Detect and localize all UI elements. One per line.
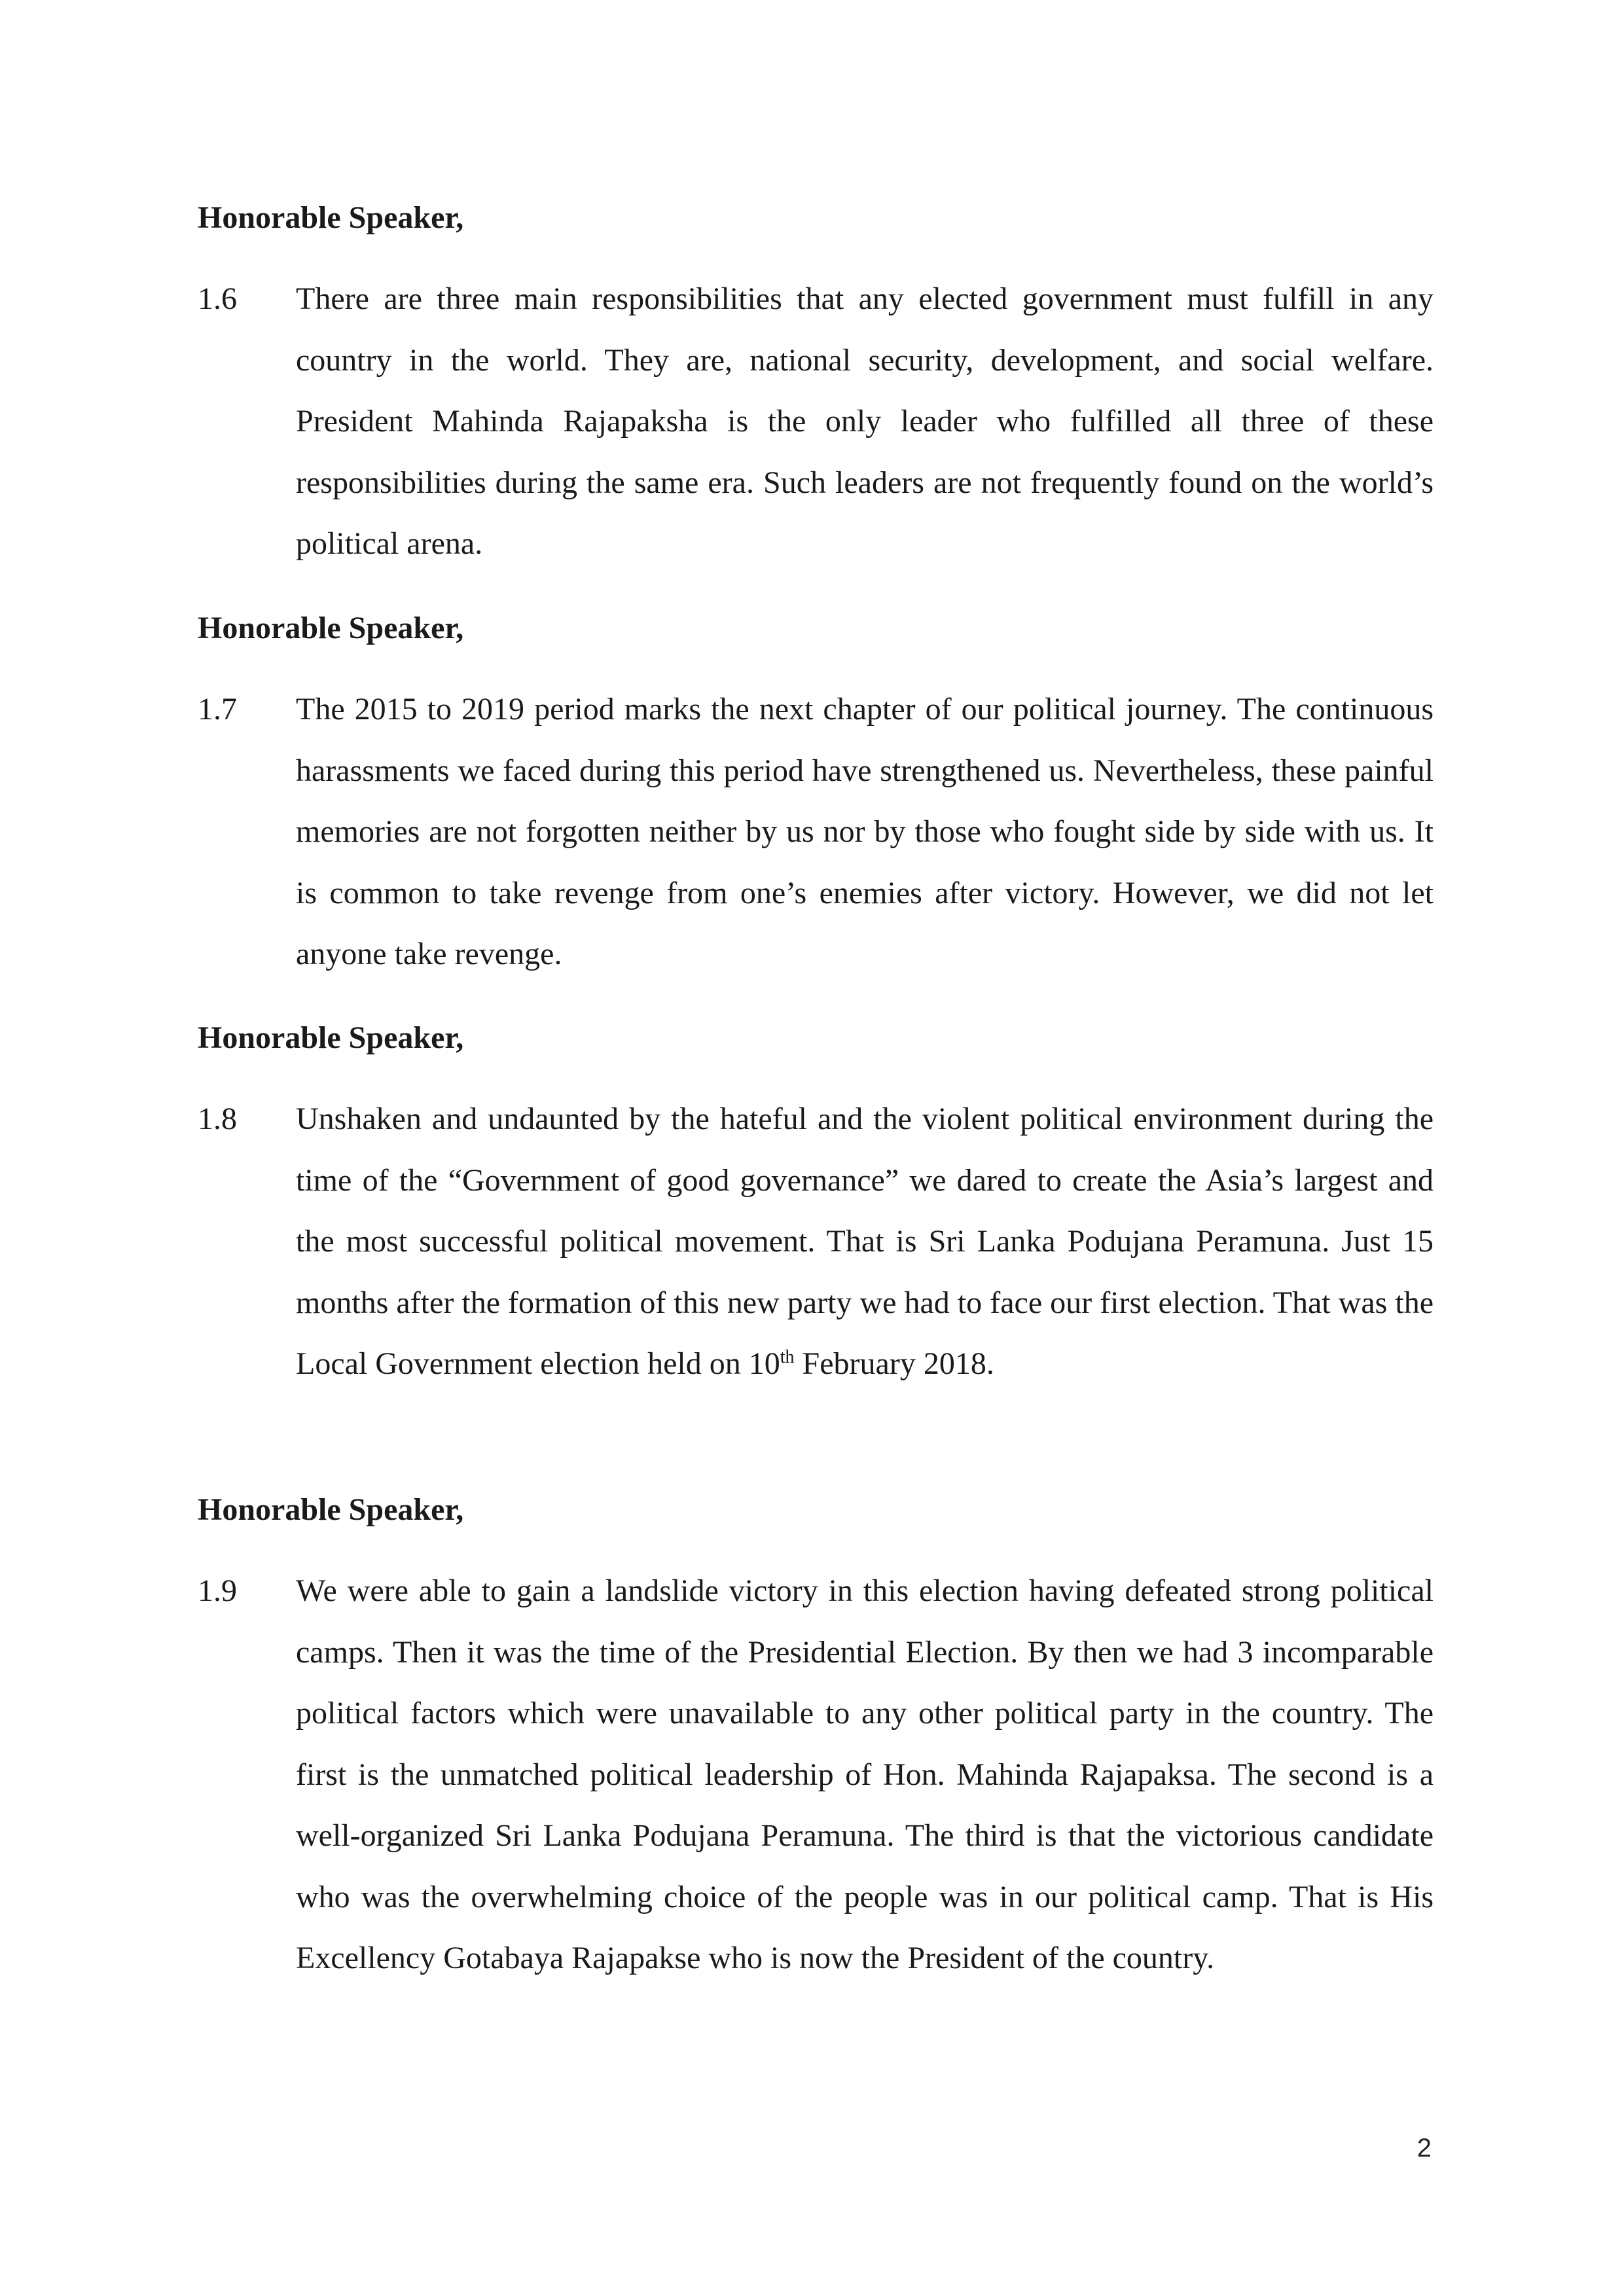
paragraph-number: 1.6 bbox=[198, 281, 237, 316]
paragraph-text: The 2015 to 2019 period marks the next chapter of our political journey. The continuous harassments we faced during this period have strengthened us. Nevertheless, these painful memories are not forgotten neither by us nor by those who fought side by side with us. It is common to take revenge from one’s enemies after victory. However, we did not let anyone take revenge. bbox=[296, 692, 1434, 971]
numbered-paragraph bbox=[198, 679, 1434, 985]
paragraph-number: 1.8 bbox=[198, 1102, 237, 1136]
paragraph-number: 1.9 bbox=[198, 1573, 237, 1608]
paragraph-text-part: February 2018. bbox=[794, 1346, 994, 1381]
section-heading: Honorable Speaker, bbox=[198, 200, 464, 235]
paragraph-number: 1.7 bbox=[198, 692, 237, 726]
section-heading: Honorable Speaker, bbox=[198, 1492, 464, 1527]
section-heading: Honorable Speaker, bbox=[198, 1020, 464, 1055]
numbered-paragraph bbox=[198, 268, 1434, 575]
numbered-paragraph bbox=[198, 1088, 1434, 1395]
page-number: 2 bbox=[1416, 2134, 1432, 2162]
numbered-paragraph bbox=[198, 1560, 1434, 1989]
section-heading: Honorable Speaker, bbox=[198, 611, 464, 645]
paragraph-text: There are three main responsibilities that any elected government must fulfill in any country in the world. They are, national security, development, and social welfare. President Mahinda Rajapaksha is the only leader who fulfilled all three of these responsibilities during the same era. Such leaders are not frequently found on the world’s political arena. bbox=[296, 281, 1434, 561]
ordinal-suffix: th bbox=[780, 1347, 795, 1367]
paragraph-text: We were able to gain a landslide victory in this election having defeated strong political camps. Then it was the time of the Presidential Election. By then we had 3 incomparable political factors which were unavailable to any other political party in the country. The first is the unmatched political leadership of Hon. Mahinda Rajapaksa. The second is a well-organized Sri Lanka Podujana Peramuna. The third is that the victorious candidate who was the overwhelming choice of the people was in our political camp. That is His Excellency Gotabaya Rajapakse who is now the President of the country. bbox=[296, 1573, 1434, 1975]
paragraph-text-part: Unshaken and undaunted by the hateful and the violent political environment during the time of the “Government of good governance” we dared to create the Asia’s largest and the most successful political movement. That is Sri Lanka Podujana Peramuna. Just 15 months after the formation of this new party we had to face our first election. That was the Local Government election held on 10 bbox=[296, 1102, 1434, 1381]
paragraph-text bbox=[296, 1088, 1434, 1395]
